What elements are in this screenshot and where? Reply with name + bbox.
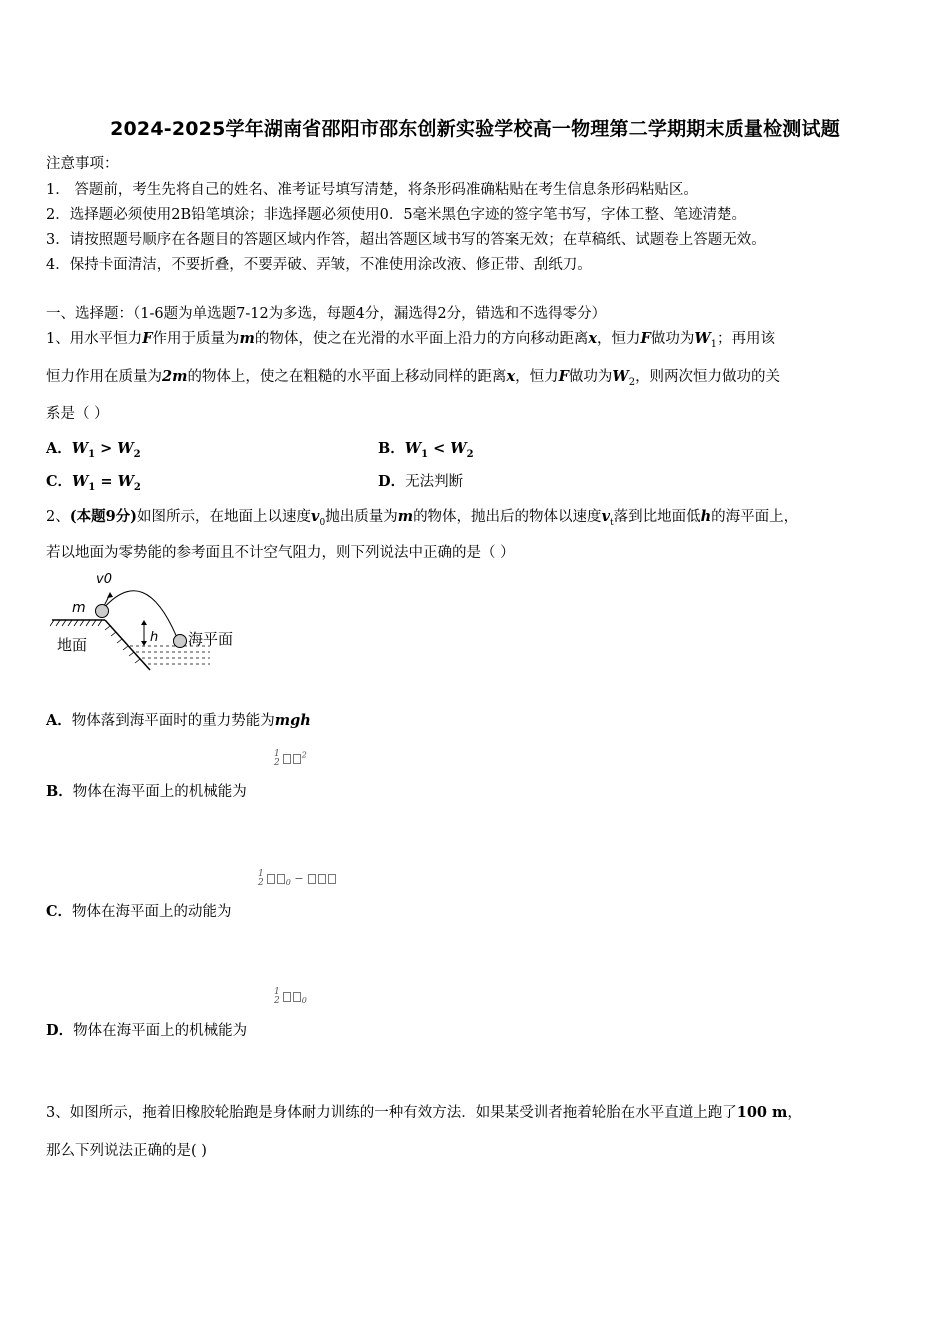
q1-option-c[interactable]: [46, 470, 141, 493]
q2-formula-b: [274, 750, 307, 768]
q1-text: 做功为: [568, 369, 613, 385]
option-label: A．: [46, 712, 72, 729]
var-2m: 2m: [162, 368, 188, 385]
frac-num: 1: [258, 869, 264, 879]
var-W: W: [117, 440, 134, 457]
option-label: B．: [46, 783, 73, 800]
option-text: 物体在海平面上的机械能为: [72, 784, 247, 800]
h-label: h: [150, 630, 159, 645]
q2-text: 的物体，抛出后的物体以速度: [413, 509, 602, 525]
v0-label: v0: [96, 572, 112, 587]
q2-formula-c: [258, 870, 337, 888]
m-label: m: [72, 600, 86, 616]
option-label: A．: [46, 440, 72, 457]
var-v: v: [601, 508, 610, 525]
subscript: 1: [88, 448, 96, 460]
var-m: m: [239, 330, 255, 347]
operator: <: [428, 440, 451, 457]
option-text: 无法判断: [405, 474, 464, 490]
option-text: 物体在海平面上的机械能为: [73, 1023, 248, 1039]
var-v: v: [311, 508, 320, 525]
q1-text: ，恒力: [597, 331, 641, 347]
q1-line-1: [46, 327, 775, 350]
subscript: 2: [133, 481, 141, 493]
q1-text: ；再用该: [717, 331, 775, 347]
option-text: 物体落到海平面时的重力势能为: [71, 713, 275, 729]
var-W: W: [612, 368, 629, 385]
option-label: D．: [46, 1022, 74, 1039]
ground-hatch: [50, 620, 102, 626]
operator: =: [95, 473, 118, 490]
var-x: x: [588, 330, 598, 347]
subscript: 2: [628, 376, 636, 388]
q2-option-b[interactable]: [46, 780, 247, 801]
option-text: 物体在海平面上的动能为: [72, 904, 232, 920]
subscript: 2: [133, 448, 141, 460]
notice-item-1: 1． 答题前，考生先将自己的姓名、准考证号填写清楚，将条形码准确粘贴在考生信息条形码粘贴区。: [46, 182, 698, 198]
superscript: 2: [301, 750, 307, 760]
subscript: 1: [710, 338, 717, 350]
option-label: D．: [378, 473, 406, 490]
notice-item-2: 2．选择题必须使用2B铅笔填涂；非选择题必须使用0．5毫米黑色字迹的签字笔书写，字体工整、笔迹清楚。: [46, 207, 747, 223]
sea-label: 海平面: [188, 630, 234, 648]
q1-text: 作用于质量为: [152, 331, 240, 347]
subscript: t: [610, 517, 614, 528]
subscript: 2: [466, 448, 474, 460]
q2-text: 如图所示，在地面上以速度: [137, 509, 312, 525]
q2-text: 2、: [46, 509, 70, 525]
q2-line-2: 若以地面为零势能的参考面且不计空气阻力，则下列说法中正确的是（ ）: [46, 545, 515, 561]
q1-text: ，恒力: [515, 369, 559, 385]
arrow-head: [107, 592, 113, 598]
formula-mgh: mgh: [274, 712, 311, 729]
ball-end: [174, 635, 187, 648]
q2-line-1: [46, 505, 798, 528]
section-heading: 一、选择题：（1-6题为单选题7-12为多选，每题4分，漏选得2分，错选和不选得零分）: [46, 306, 607, 322]
subscript: 1: [421, 448, 429, 460]
q1-text: 做功为: [650, 331, 695, 347]
var-W: W: [71, 440, 89, 457]
page-title: 2024-2025学年湖南省邵阳市邵东创新实验学校高一物理第二学期期末质量检测试题: [110, 118, 840, 140]
subscript: 0: [285, 878, 291, 888]
q1-option-d[interactable]: [378, 470, 463, 491]
var-F: F: [640, 330, 651, 347]
operator: >: [95, 440, 118, 457]
q3-line-2: 那么下列说法正确的是( ): [46, 1143, 207, 1159]
subscript: 1: [88, 481, 96, 493]
var-W: W: [694, 330, 711, 347]
q2-formula-d: [274, 988, 307, 1006]
q3-text: ，: [787, 1105, 802, 1121]
frac-num: 1: [274, 987, 280, 997]
frac-den: 2: [274, 996, 280, 1006]
ground-label: 地面: [57, 636, 88, 654]
q1-text: 恒力作用在质量为: [46, 369, 162, 385]
cliff-slope: [105, 620, 150, 670]
notice-item-4: 4．保持卡面清洁，不要折叠，不要弄破、弄皱，不准使用涂改液、修正带、刮纸刀。: [46, 257, 592, 273]
height-arrow-top: [141, 620, 147, 625]
q1-line-2: [46, 365, 780, 388]
q2-text: 的海平面上，: [711, 509, 799, 525]
q1-text: 的物体，使之在光滑的水平面上沿力的方向移动距离: [254, 331, 589, 347]
var-W: W: [72, 473, 89, 490]
q2-tag: (本题9分): [69, 508, 138, 525]
frac-den: 2: [274, 758, 280, 768]
height-arrow-bottom: [141, 641, 147, 646]
option-label: C．: [46, 903, 73, 920]
q1-text: ，则两次恒力做功的关: [635, 369, 781, 385]
subscript: 0: [301, 996, 307, 1006]
frac-den: 2: [258, 878, 264, 888]
distance-value: 100 m: [736, 1104, 788, 1121]
q1-text: 1、用水平恒力: [46, 331, 143, 347]
q1-option-b[interactable]: [378, 437, 474, 460]
q3-line-1: [46, 1101, 802, 1122]
var-F: F: [558, 368, 569, 385]
projectile-figure: [50, 570, 250, 680]
var-W: W: [117, 473, 134, 490]
option-label: B．: [378, 440, 405, 457]
var-x: x: [506, 368, 516, 385]
minus-sign: −: [290, 872, 308, 885]
q1-option-a[interactable]: [46, 437, 141, 460]
frac-num: 1: [274, 749, 280, 759]
q3-text: 3、如图所示，拖着旧橡胶轮胎跑是身体耐力训练的一种有效方法．如果某受训者拖着轮胎在水平直道上跑了: [46, 1105, 737, 1121]
subscript: 0: [319, 517, 326, 528]
notice-heading: 注意事项：: [46, 156, 119, 172]
q2-text: 落到比地面低: [613, 509, 701, 525]
q2-option-a[interactable]: [46, 709, 311, 730]
ball-start: [96, 605, 109, 618]
option-label: C．: [46, 473, 73, 490]
q1-text: 的物体上，使之在粗糙的水平面上移动同样的距离: [187, 369, 507, 385]
var-W: W: [450, 440, 467, 457]
var-F: F: [142, 330, 153, 347]
q2-text: 抛出质量为: [325, 509, 398, 525]
q1-line-3: 系是（ ）: [46, 406, 109, 422]
trajectory-path: [102, 591, 178, 640]
q2-option-c[interactable]: [46, 900, 232, 921]
var-h: h: [700, 508, 712, 525]
var-m: m: [397, 508, 414, 525]
slope-hatch: [105, 626, 140, 663]
notice-item-3: 3．请按照题号顺序在各题目的答题区域内作答，超出答题区域书写的答案无效；在草稿纸、试题卷上答题无效。: [46, 232, 766, 248]
q2-option-d[interactable]: [46, 1019, 247, 1040]
var-W: W: [404, 440, 422, 457]
